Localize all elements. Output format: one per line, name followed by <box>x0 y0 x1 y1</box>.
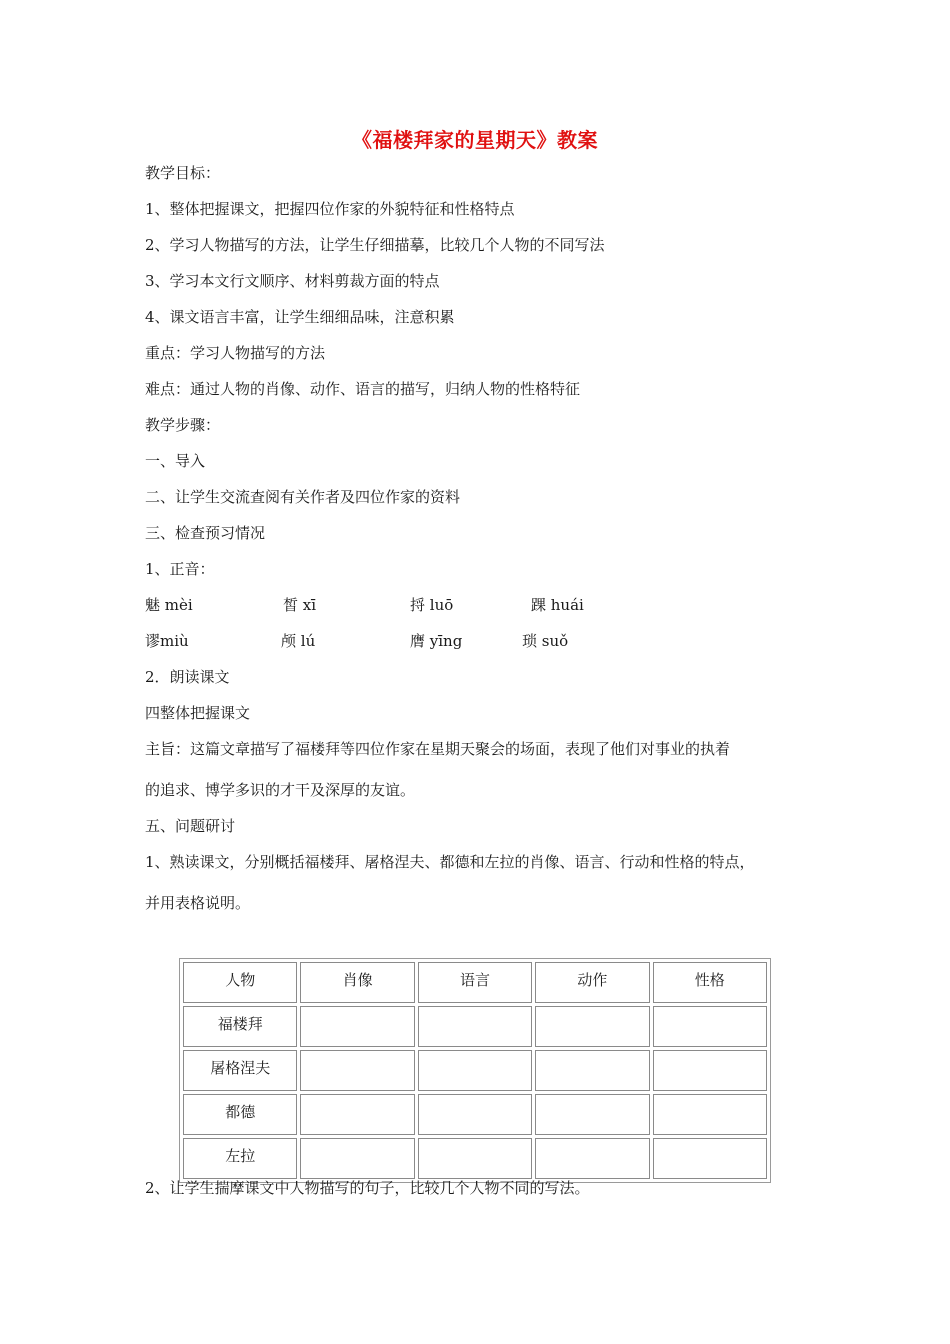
goals-heading: 教学目标： <box>145 164 221 182</box>
table-row <box>183 1050 767 1091</box>
pronunciation-heading: 1、正音： <box>145 560 215 578</box>
table-row-label: 福楼拜 <box>183 1006 297 1047</box>
table-header-cell: 人物 <box>183 962 297 1003</box>
question-2: 2、让学生揣摩课文中人物描写的句子，比较几个人物不同的写法。 <box>145 1179 590 1197</box>
table-cell <box>653 1006 767 1047</box>
table-cell <box>418 1006 532 1047</box>
table-row-label: 都德 <box>183 1094 297 1135</box>
pinyin-item: 皙 xī <box>283 596 317 614</box>
character-table <box>179 958 771 1183</box>
step-1: 一、导入 <box>145 452 206 470</box>
step-5: 五、问题研讨 <box>145 817 236 835</box>
steps-heading: 教学步骤： <box>145 416 221 434</box>
table-cell <box>300 1050 414 1091</box>
theme-line-2: 的追求、博学多识的才干及深厚的友谊。 <box>145 781 416 799</box>
table-row <box>183 1006 767 1047</box>
goal-item-3: 3、学习本文行文顺序、材料剪裁方面的特点 <box>145 272 440 290</box>
document-title: 《福楼拜家的星期天》教案 <box>352 128 598 152</box>
table-header-row <box>183 962 767 1003</box>
table-header-cell: 语言 <box>418 962 532 1003</box>
table-header-cell: 肖像 <box>300 962 414 1003</box>
table-cell <box>418 1094 532 1135</box>
table-cell <box>535 1006 649 1047</box>
table-row-label: 屠格涅夫 <box>183 1050 297 1091</box>
table-cell <box>300 1138 414 1179</box>
table-cell <box>300 1094 414 1135</box>
pinyin-item: 颅 lú <box>281 632 316 650</box>
pinyin-item: 谬miù <box>145 632 189 650</box>
table-cell <box>535 1094 649 1135</box>
pinyin-item: 膺 yīng <box>410 632 463 650</box>
table-row <box>183 1138 767 1179</box>
table-cell <box>535 1138 649 1179</box>
step-2: 二、让学生交流查阅有关作者及四位作家的资料 <box>145 488 461 506</box>
table-cell <box>653 1050 767 1091</box>
question-1-line-2: 并用表格说明。 <box>145 894 251 912</box>
table-cell <box>653 1138 767 1179</box>
step-4: 四整体把握课文 <box>145 704 251 722</box>
table-cell <box>653 1094 767 1135</box>
key-point: 重点：学习人物描写的方法 <box>145 344 326 362</box>
pinyin-item: 捋 luō <box>410 596 454 614</box>
goal-item-1: 1、整体把握课文，把握四位作家的外貌特征和性格特点 <box>145 200 515 218</box>
table-header-cell: 性格 <box>653 962 767 1003</box>
table-cell <box>300 1006 414 1047</box>
pinyin-item: 魅 mèi <box>145 596 193 614</box>
table-cell <box>535 1050 649 1091</box>
theme-line-1: 主旨：这篇文章描写了福楼拜等四位作家在星期天聚会的场面，表现了他们对事业的执着 <box>145 740 731 758</box>
difficulty: 难点：通过人物的肖像、动作、语言的描写，归纳人物的性格特征 <box>145 380 581 398</box>
pinyin-item: 踝 huái <box>531 596 584 614</box>
table-header-cell: 动作 <box>535 962 649 1003</box>
reading-step: 2．朗读课文 <box>145 668 230 686</box>
table-cell <box>418 1138 532 1179</box>
table-row <box>183 1094 767 1135</box>
table-cell <box>418 1050 532 1091</box>
question-1-line-1: 1、熟读课文，分别概括福楼拜、屠格涅夫、都德和左拉的肖像、语言、行动和性格的特点， <box>145 853 755 871</box>
goal-item-2: 2、学习人物描写的方法，让学生仔细描摹，比较几个人物的不同写法 <box>145 236 605 254</box>
table-row-label: 左拉 <box>183 1138 297 1179</box>
pinyin-item: 琐 suǒ <box>522 632 569 650</box>
step-3: 三、检查预习情况 <box>145 524 266 542</box>
goal-item-4: 4、课文语言丰富，让学生细细品味，注意积累 <box>145 308 455 326</box>
